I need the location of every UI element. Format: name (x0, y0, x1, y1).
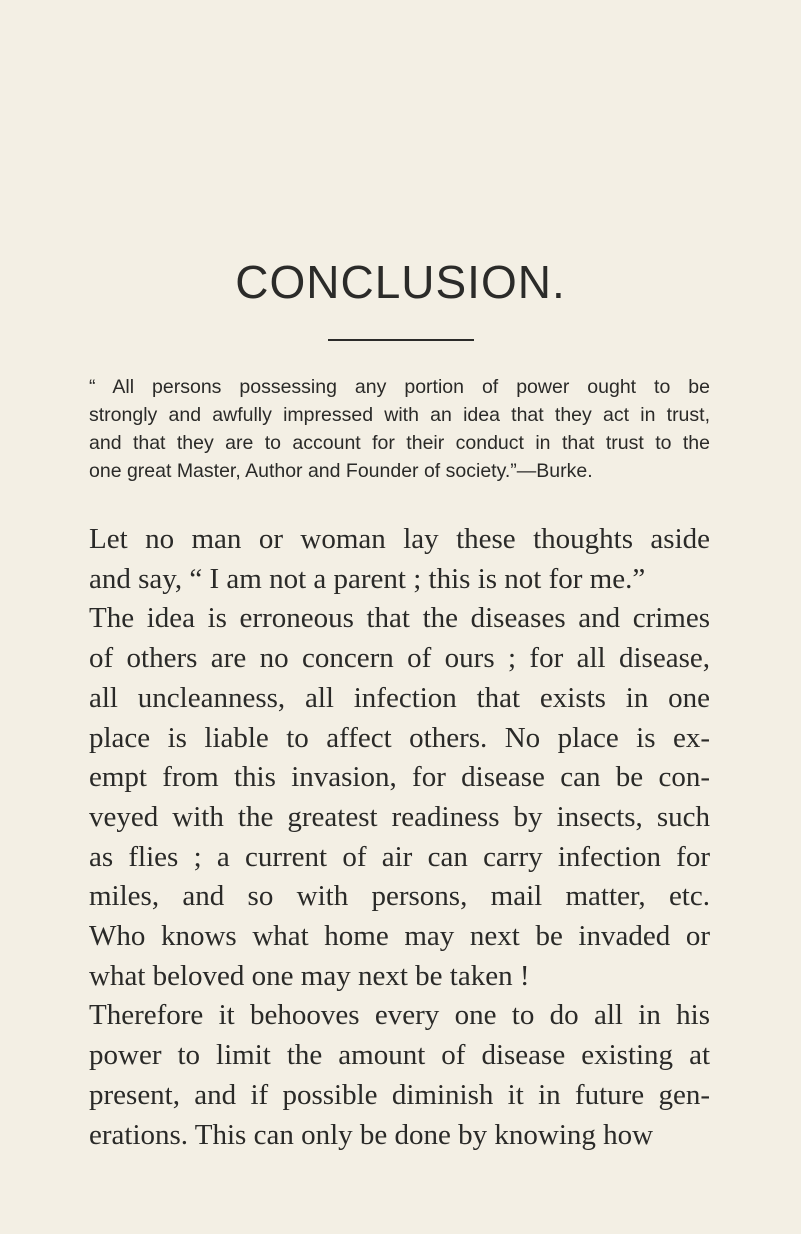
body-line: Who knows what home may next be invaded or (89, 920, 710, 953)
epigraph-line: strongly and awfully impressed with an idea that they act in trust, (89, 404, 710, 426)
epigraph-line: and that they are to account for their conduct in that trust to the (89, 432, 710, 454)
body-line: erations. This can only be done by knowing how (89, 1118, 654, 1151)
body-line: place is liable to affect others. No place is ex- (89, 721, 710, 754)
body-line: empt from this invasion, for disease can be con- (89, 761, 710, 794)
body-line: of others are no concern of ours ; for all disease, (89, 642, 710, 675)
epigraph-quote (89, 373, 710, 485)
body-line: what beloved one may next be taken ! (89, 959, 530, 992)
epigraph-line: one great Master, Author and Founder of society.”—Burke. (89, 460, 593, 482)
body-paragraphs (89, 520, 710, 1155)
epigraph-line: “ All persons possessing any portion of power ought to be (89, 376, 710, 398)
body-line: all uncleanness, all infection that exists in one (89, 681, 710, 714)
body-line: The idea is erroneous that the diseases and crimes (89, 602, 710, 635)
body-line: veyed with the greatest readiness by insects, such (89, 800, 710, 833)
body-line: and say, “ I am not a parent ; this is not for me.” (89, 562, 646, 595)
body-line: Therefore it behooves every one to do all in his (89, 999, 710, 1032)
body-line: as flies ; a current of air can carry infection for (89, 840, 710, 873)
body-line: present, and if possible diminish it in future gen- (89, 1078, 710, 1111)
chapter-title: CONCLUSION. (235, 256, 566, 308)
body-line: power to limit the amount of disease existing at (89, 1039, 710, 1072)
body-line: Let no man or woman lay these thoughts aside (89, 523, 710, 555)
body-line: miles, and so with persons, mail matter, etc. (89, 880, 710, 913)
title-rule (328, 339, 474, 341)
